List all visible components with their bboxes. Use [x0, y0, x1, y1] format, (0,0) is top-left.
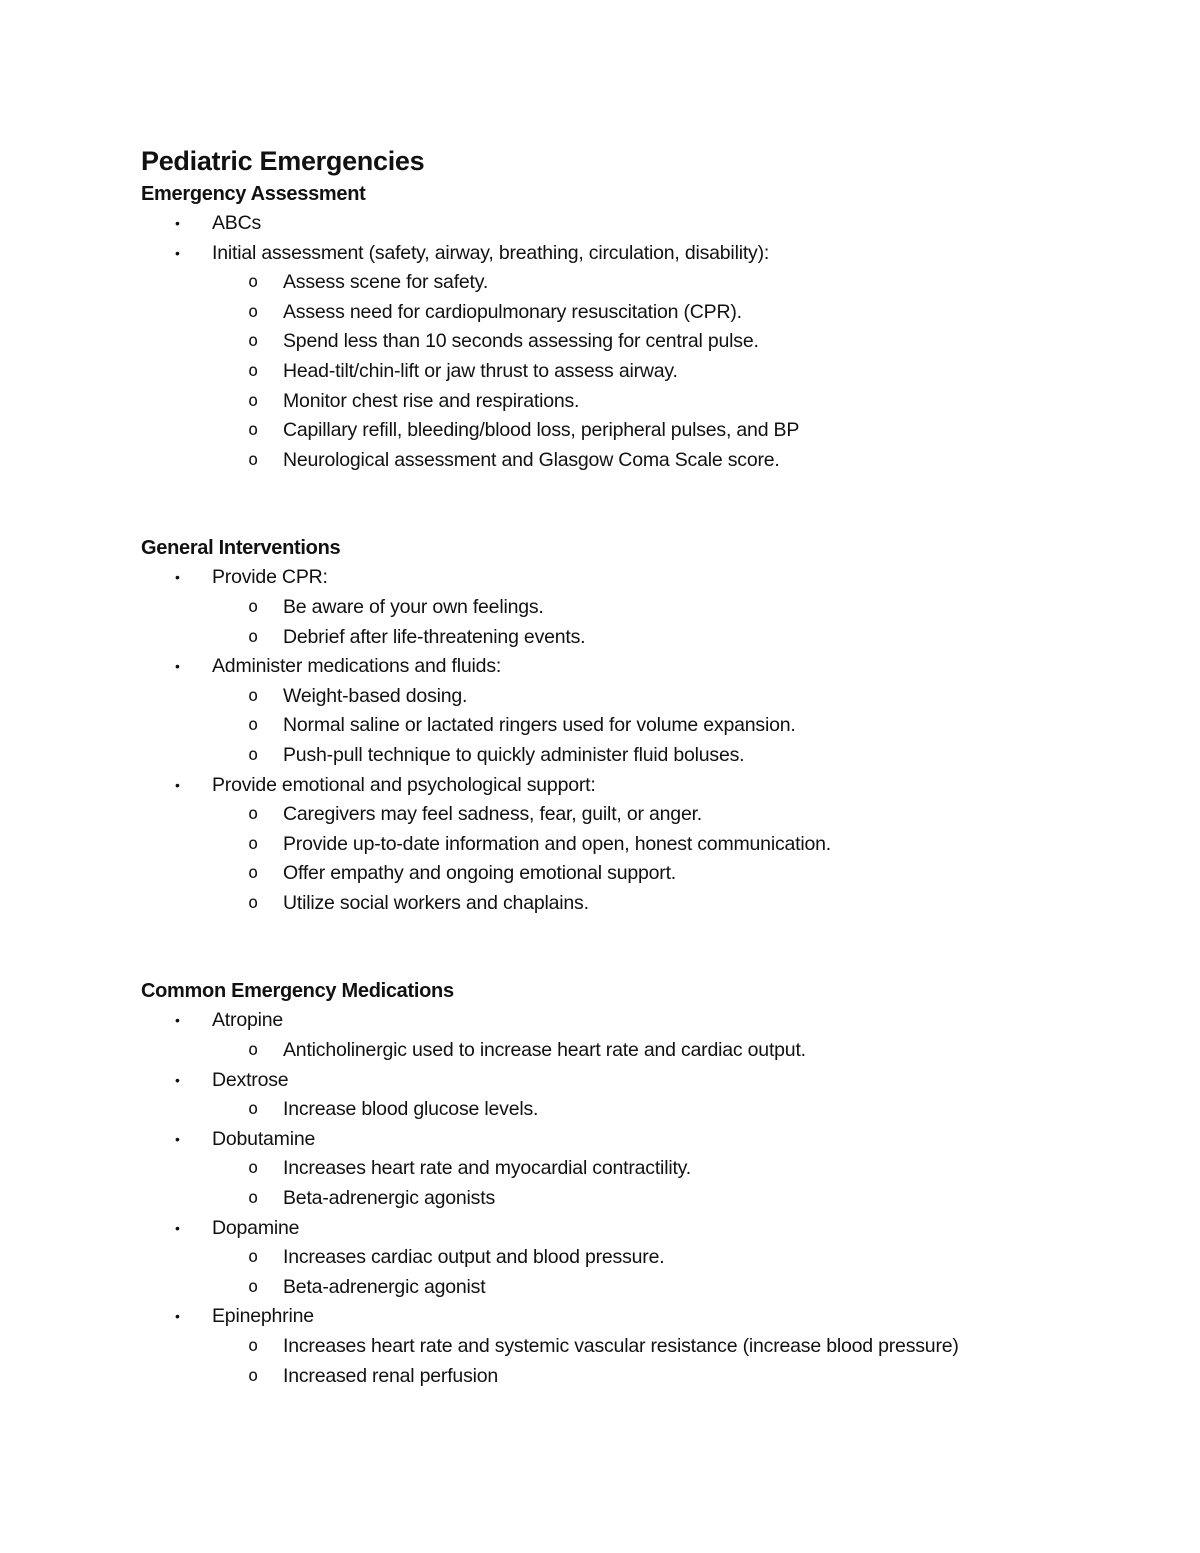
section-spacer — [141, 918, 1101, 976]
document-body — [141, 143, 1101, 1391]
sub-list-item-text: Debrief after life-threatening events. — [283, 625, 586, 648]
sub-list-item — [212, 889, 1101, 919]
sub-bullet-list — [212, 1332, 1101, 1391]
sub-list-item — [212, 1332, 1101, 1362]
circle-bullet-icon: o — [248, 1336, 259, 1356]
section — [141, 976, 1101, 1391]
section — [141, 179, 1101, 475]
sub-list-item-text: Utilize social workers and chaplains. — [283, 891, 589, 914]
sub-list-item-text: Spend less than 10 seconds assessing for central pulse. — [283, 330, 759, 353]
sub-list-item — [212, 711, 1101, 741]
sub-list-item — [212, 859, 1101, 889]
circle-bullet-icon: o — [248, 863, 259, 884]
sub-bullet-list — [212, 1095, 1101, 1125]
section-heading: Common Emergency Medications — [141, 980, 454, 1003]
sub-list-item-text: Be aware of your own feelings. — [283, 595, 544, 618]
sub-list-item-text: Assess need for cardiopulmonary resuscitation (CPR). — [283, 300, 742, 323]
sub-list-item-text: Push-pull technique to quickly administer fluid boluses. — [283, 743, 745, 766]
circle-bullet-icon: o — [248, 626, 259, 647]
bullet-icon: • — [175, 1071, 180, 1088]
sub-list-item-text: Increases heart rate and myocardial contractility. — [283, 1157, 691, 1180]
sub-list-item-text: Increased renal perfusion — [283, 1364, 499, 1387]
sub-list-item-text: Weight-based dosing. — [283, 684, 468, 707]
sub-bullet-list — [212, 800, 1101, 918]
sub-list-item — [212, 1243, 1101, 1273]
circle-bullet-icon: o — [248, 1099, 259, 1120]
bullet-icon: • — [175, 1012, 180, 1029]
sub-list-item-text: Provide up-to-date information and open, honest communication. — [283, 832, 832, 855]
circle-bullet-icon: o — [248, 744, 259, 765]
sub-list-item — [212, 1036, 1101, 1066]
bullet-icon: • — [175, 244, 180, 261]
document-title: Pediatric Emergencies — [141, 146, 425, 176]
sub-list-item-text: Increase blood glucose levels. — [283, 1098, 539, 1121]
sub-list-item-text: Monitor chest rise and respirations. — [283, 389, 580, 412]
sub-list-item-text: Capillary refill, bleeding/blood loss, peripheral pulses, and BP — [283, 419, 800, 442]
circle-bullet-icon: o — [248, 301, 259, 322]
bullet-icon: • — [175, 215, 180, 231]
list-item-text: Epinephrine — [212, 1305, 314, 1328]
sub-list-item — [212, 741, 1101, 771]
sub-list-item-text: Neurological assessment and Glasgow Coma Scale score. — [283, 448, 780, 471]
sub-list-item — [212, 1362, 1101, 1392]
circle-bullet-icon: o — [248, 390, 259, 411]
circle-bullet-icon: o — [248, 1188, 259, 1209]
list-item — [141, 771, 1101, 919]
bullet-list — [141, 1006, 1101, 1391]
bullet-icon: • — [175, 569, 180, 586]
sub-list-item — [212, 357, 1101, 387]
sub-list-item-text: Head-tilt/chin-lift or jaw thrust to assess airway. — [283, 359, 678, 382]
sub-list-item — [212, 830, 1101, 860]
circle-bullet-icon: o — [248, 420, 259, 441]
section — [141, 533, 1101, 918]
circle-bullet-icon: o — [248, 804, 259, 825]
circle-bullet-icon: o — [248, 331, 259, 352]
sub-list-item — [212, 1184, 1101, 1214]
sections-container — [141, 179, 1101, 1391]
circle-bullet-icon: o — [248, 1247, 259, 1268]
sub-bullet-list — [212, 1243, 1101, 1302]
list-item-text: Administer medications and fluids: — [212, 655, 502, 678]
circle-bullet-icon: o — [248, 685, 259, 706]
circle-bullet-icon: o — [248, 1365, 259, 1386]
sub-list-item-text: Increases heart rate and systemic vascular resistance (increase blood pressure) — [283, 1335, 959, 1357]
list-item — [141, 1066, 1101, 1125]
list-item-text: Dobutamine — [212, 1127, 316, 1150]
section-spacer — [141, 475, 1101, 533]
sub-list-item — [212, 327, 1101, 357]
sub-list-item-text: Increases cardiac output and blood pressure. — [283, 1246, 665, 1269]
list-item — [141, 652, 1101, 770]
bullet-icon: • — [175, 1130, 180, 1147]
sub-list-item — [212, 268, 1101, 298]
sub-list-item — [212, 1095, 1101, 1125]
section-heading: General Interventions — [141, 537, 341, 560]
list-item — [141, 1214, 1101, 1303]
sub-list-item-text: Assess scene for safety. — [283, 271, 489, 294]
sub-list-item-text: Caregivers may feel sadness, fear, guilt, or anger. — [283, 803, 703, 826]
list-item — [141, 1006, 1101, 1065]
sub-list-item — [212, 446, 1101, 476]
list-item — [141, 239, 1101, 476]
sub-list-item — [212, 1154, 1101, 1184]
sub-list-item — [212, 1273, 1101, 1303]
list-item-text: Initial assessment (safety, airway, breathing, circulation, disability): — [212, 241, 770, 264]
sub-bullet-list — [212, 1036, 1101, 1066]
list-item — [141, 563, 1101, 652]
bullet-icon: • — [175, 776, 180, 793]
circle-bullet-icon: o — [248, 833, 259, 854]
sub-bullet-list — [212, 268, 1101, 475]
sub-list-item-text: Offer empathy and ongoing emotional support. — [283, 862, 677, 885]
circle-bullet-icon: o — [248, 1276, 259, 1297]
bullet-icon: • — [175, 1308, 180, 1325]
circle-bullet-icon: o — [248, 449, 259, 470]
list-item — [141, 1125, 1101, 1214]
sub-list-item-text: Normal saline or lactated ringers used for volume expansion. — [283, 714, 796, 737]
circle-bullet-icon: o — [248, 596, 259, 617]
list-item — [141, 209, 1101, 239]
list-item — [141, 1302, 1101, 1391]
sub-list-item — [212, 682, 1101, 712]
bullet-list — [141, 209, 1101, 475]
bullet-icon: • — [175, 658, 180, 675]
circle-bullet-icon: o — [248, 1158, 259, 1179]
sub-list-item — [212, 593, 1101, 623]
sub-list-item-text: Beta-adrenergic agonists — [283, 1187, 495, 1210]
sub-list-item — [212, 800, 1101, 830]
list-item-text: Dextrose — [212, 1068, 289, 1091]
bullet-icon: • — [175, 1219, 180, 1236]
circle-bullet-icon: o — [248, 272, 259, 293]
sub-bullet-list — [212, 1154, 1101, 1213]
sub-bullet-list — [212, 682, 1101, 771]
circle-bullet-icon: o — [248, 892, 259, 913]
sub-list-item — [212, 387, 1101, 417]
circle-bullet-icon: o — [248, 1040, 259, 1061]
list-item-text: Provide emotional and psychological support: — [212, 773, 596, 796]
circle-bullet-icon: o — [248, 715, 259, 736]
list-item-text: Provide CPR: — [212, 566, 328, 589]
sub-list-item — [212, 416, 1101, 446]
sub-bullet-list — [212, 593, 1101, 652]
list-item-text: ABCs — [212, 212, 262, 234]
sub-list-item — [212, 623, 1101, 653]
sub-list-item-text: Beta-adrenergic agonist — [283, 1275, 486, 1298]
circle-bullet-icon: o — [248, 360, 259, 381]
section-heading: Emergency Assessment — [141, 183, 366, 205]
sub-list-item-text: Anticholinergic used to increase heart rate and cardiac output. — [283, 1039, 806, 1062]
list-item-text: Atropine — [212, 1009, 284, 1032]
sub-list-item — [212, 298, 1101, 328]
bullet-list — [141, 563, 1101, 918]
list-item-text: Dopamine — [212, 1216, 300, 1239]
